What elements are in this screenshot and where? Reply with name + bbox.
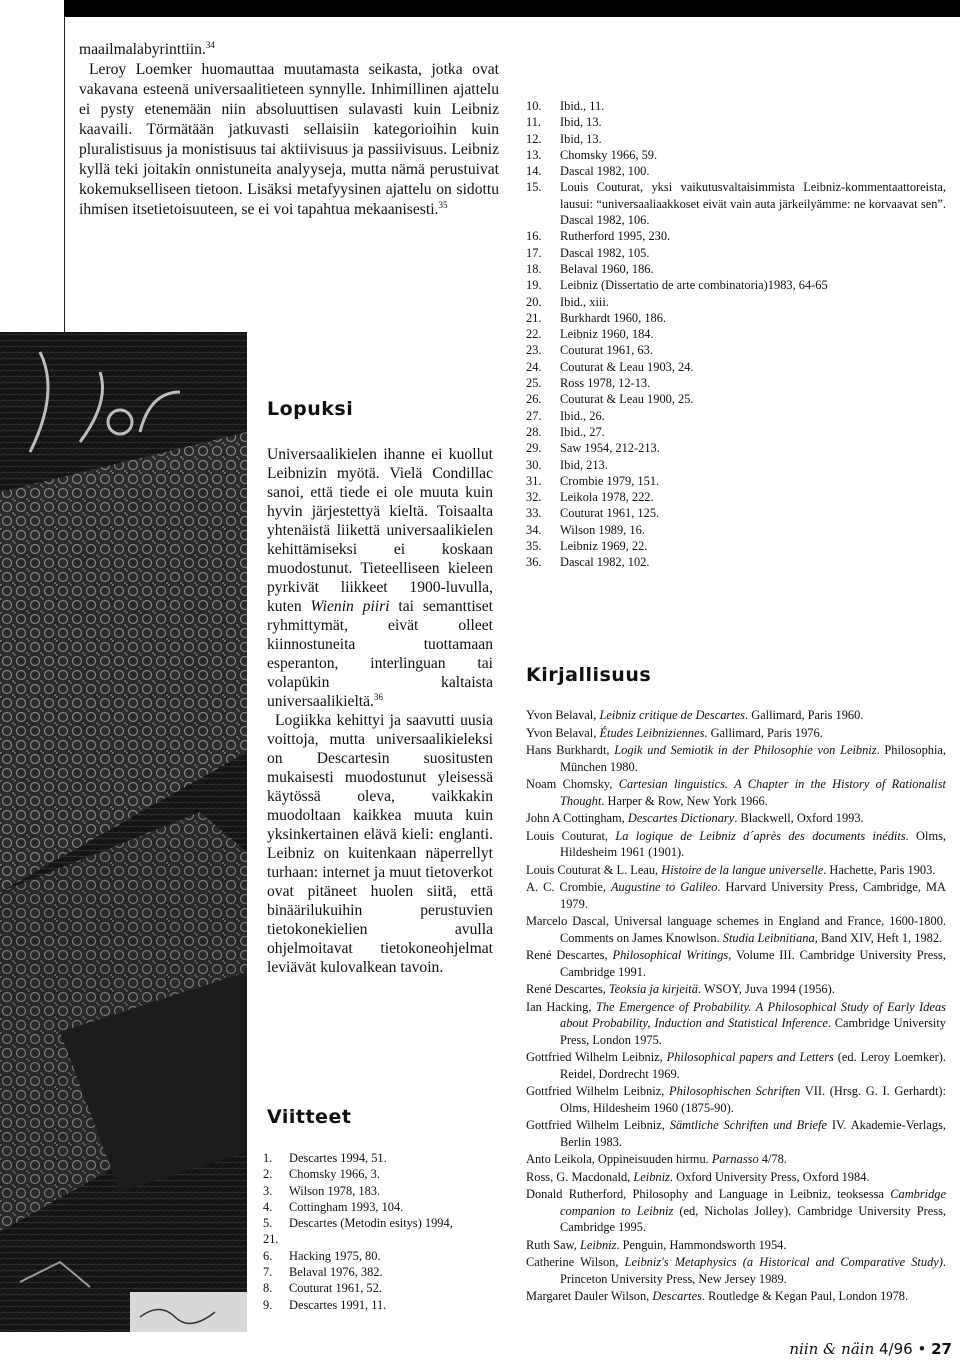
body-text-column (79, 40, 499, 220)
note-number: 23. (526, 343, 542, 358)
note-text: Ibid., xiii. (560, 294, 609, 309)
page-footer (789, 1340, 952, 1358)
note-item (526, 408, 946, 424)
notes-list-continued (526, 98, 946, 571)
note-number: 20. (526, 294, 542, 309)
note-item (526, 245, 946, 261)
section-heading-kirjallisuus: Kirjallisuus (526, 664, 652, 686)
entry-title: Philosophical Writings (612, 948, 729, 962)
note-text: Leibniz (Dissertatio de arte combinatoria)1983, 64-65 (560, 278, 828, 293)
entry-text: Hans Burkhardt, (526, 743, 615, 757)
entry-title: Leibniz (633, 1169, 670, 1184)
entry-title: Philosophischen Schriften (669, 1084, 801, 1098)
bibliography-entry (526, 810, 946, 827)
artwork-illustration (0, 332, 247, 1332)
entry-text: . Princeton University Press, New Jersey 1989. (560, 1255, 946, 1286)
emphasis: Wienin piiri (310, 598, 390, 615)
note-item (263, 1166, 499, 1182)
note-item (526, 473, 946, 489)
note-item (526, 375, 946, 391)
entry-title: Augustine to Galileo (610, 880, 718, 894)
note-item (526, 342, 946, 358)
note-text: Hacking 1975, 80. (289, 1248, 381, 1263)
bibliography-entry (526, 1117, 946, 1150)
note-text: Ibid., 11. (560, 99, 605, 113)
bibliography-entry (526, 1049, 946, 1082)
entry-title: Parnasso (711, 1152, 759, 1166)
note-number: 18. (526, 261, 542, 276)
note-item (526, 457, 946, 473)
note-text: Descartes 1994, 51. (289, 1151, 387, 1165)
note-item (526, 505, 946, 521)
paragraph: Logiikka kehittyi ja saavutti uusia voittoja, mutta universaalikieleksi on Descartesin suositusten mukaisesti muodostunut yleisessä käytössä oleva, vaikkakin muodoltaan kaikkea muuta kuin yksinkertainen elävä kieli: englanti. Leibniz on kuitenkaan näperrellyt turhaan: internet ja muut tietoverkot ovat pitäneet huolen siitä, että binäärilukuihin perustuvien tietokonekielien avulla ohjelmoitavat tietokoneohjelmat leviävät kulovalkean tavoin. (267, 712, 493, 976)
note-number: 21. (263, 1232, 279, 1247)
note-item (263, 1199, 499, 1215)
entry-text: Catherine Wilson, (526, 1255, 625, 1269)
note-item (263, 1297, 499, 1313)
note-text: Chomsky 1966, 3. (289, 1167, 380, 1182)
note-text: Chomsky 1966, 59. (560, 147, 658, 162)
note-text: Dascal 1982, 100. (560, 164, 650, 179)
entry-title: Études Leibniziennes (599, 725, 705, 740)
entry-text: Gottfried Wilhelm Leibniz, (526, 1084, 670, 1098)
entry-text: . Blackwell, Oxford 1993. (734, 811, 864, 825)
note-item (526, 391, 946, 407)
bibliography-entry (526, 1237, 946, 1254)
note-text: Ibid., 27. (560, 424, 605, 439)
entry-text: . Hachette, Paris 1903. (823, 862, 936, 877)
entry-text: (ed. Leroy Loemker). Reidel, Dordrecht 1969. (560, 1050, 946, 1081)
bibliography-entry (526, 1186, 946, 1236)
bibliography-entry (526, 828, 946, 861)
entry-text: John A Cottingham, (526, 811, 628, 825)
note-number: 16. (526, 229, 542, 244)
entry-text: . Gallimard, Paris 1960. (745, 708, 864, 722)
note-number: 14. (526, 164, 542, 179)
entry-text: Louis Couturat, (526, 828, 616, 843)
entry-title: Cartesian linguistics. A Chapter in the History of Rationalist Thought (560, 777, 947, 808)
note-text: Dascal 1982, 105. (560, 245, 650, 260)
entry-text: (ed, Nicholas Jolley). Cambridge University Press, Cambridge 1995. (560, 1203, 946, 1234)
section-heading-viitteet: Viitteet (267, 1106, 352, 1128)
note-item (526, 228, 946, 244)
note-item (526, 147, 946, 163)
frame-line (64, 17, 65, 337)
note-text: Saw 1954, 212-213. (560, 441, 660, 456)
note-item (526, 114, 946, 130)
entry-text: 4/78. (758, 1152, 787, 1166)
note-item (526, 440, 946, 456)
lopuksi-text (267, 445, 493, 977)
note-item (263, 1150, 499, 1166)
note-text: Dascal 1982, 102. (560, 555, 650, 570)
note-number: 22. (526, 327, 542, 342)
entry-text: . Philosophia, München 1980. (560, 743, 947, 774)
note-item (263, 1231, 499, 1247)
entry-text: Donald Rutherford, Philosophy and Language in Leibniz, teoksessa (526, 1187, 891, 1201)
entry-title: Leibniz's Metaphysics (a Historical and Comparative Study) (624, 1255, 943, 1269)
note-number: 27. (526, 408, 542, 423)
note-text: Ibid, 13. (560, 115, 602, 130)
note-item (526, 554, 946, 570)
top-black-bar (64, 0, 960, 17)
note-number: 7. (263, 1265, 273, 1280)
entry-text: Ian Hacking, (526, 999, 596, 1014)
note-text: Belaval 1960, 186. (560, 261, 654, 276)
note-number: 24. (526, 359, 542, 374)
entry-title: Logik und Semiotik in der Philosophie von Leibniz (614, 743, 877, 757)
bibliography-entry (526, 1254, 946, 1287)
entry-text: Marcelo Dascal, Universal language schemes in England and France, 1600-1800. Comments on James Knowlson. (526, 914, 946, 945)
bibliography-list (526, 707, 946, 1306)
note-number: 34. (526, 522, 542, 537)
note-item (263, 1264, 499, 1280)
entry-text: . Routledge & Kegan Paul, London 1978. (701, 1289, 909, 1303)
note-item (526, 179, 946, 228)
bibliography-entry (526, 725, 946, 742)
note-number: 33. (526, 506, 542, 521)
bibliography-entry (526, 1083, 946, 1116)
bibliography-entry (526, 862, 946, 879)
bibliography-entry (526, 742, 946, 775)
note-number: 25. (526, 376, 542, 391)
note-number: 29. (526, 441, 542, 456)
entry-title: Descartes Dictionary (627, 811, 735, 825)
note-item (526, 310, 946, 326)
note-item (526, 131, 946, 147)
entry-text: VII. (Hrsg. G. I. Gerhardt): Olms, Hildesheim 1960 (1875-90). (560, 1084, 946, 1115)
note-item (526, 294, 946, 310)
entry-title: The Emergence of Probability. A Philosophical Study of Early Ideas about Probability, Induction and Statistical Inference (560, 999, 946, 1030)
note-text: Descartes (Metodin esitys) 1994, (289, 1216, 453, 1231)
note-number: 10. (526, 99, 542, 113)
entry-text: René Descartes, (526, 948, 613, 962)
note-text: Leibniz 1969, 22. (560, 539, 648, 554)
note-item (526, 163, 946, 179)
note-number: 35. (526, 539, 542, 554)
entry-title: La logique de Leibniz d´après des documents inédits (615, 828, 906, 843)
entry-text: . Harvard University Press, Cambridge, MA 1979. (560, 880, 946, 911)
entry-text: Gottfried Wilhelm Leibniz, (526, 1118, 670, 1132)
paragraph (79, 40, 499, 60)
entry-title: Philosophical papers and Letters (666, 1050, 834, 1064)
note-number: 19. (526, 278, 542, 293)
bibliography-entry (526, 913, 946, 946)
entry-title: Descartes (652, 1289, 702, 1303)
bibliography-entry (526, 947, 946, 980)
note-text: Rutherford 1995, 230. (560, 229, 671, 244)
note-number: 28. (526, 424, 542, 439)
note-number: 30. (526, 457, 542, 472)
note-number: 11. (526, 115, 542, 130)
note-item (526, 522, 946, 538)
note-text: Cottingham 1993, 104. (289, 1199, 404, 1214)
entry-text: Noam Chomsky, (526, 777, 619, 791)
note-text: Couturat & Leau 1903, 24. (560, 359, 694, 374)
bibliography-entry (526, 776, 946, 809)
footnote-ref: 36 (373, 692, 383, 702)
entry-text: Ross, G. Macdonald, (526, 1169, 634, 1184)
note-text: Leikola 1978, 222. (560, 490, 654, 505)
entry-text: , Volume III. Cambridge University Press, Cambridge 1991. (560, 948, 946, 979)
note-number: 15. (526, 180, 542, 195)
note-text (289, 1231, 499, 1247)
note-number: 17. (526, 245, 542, 260)
bibliography-entry (526, 879, 946, 912)
note-text: Leibniz 1960, 184. (560, 327, 654, 342)
note-text: Couturat 1961, 52. (289, 1281, 382, 1296)
section-heading-lopuksi: Lopuksi (267, 398, 354, 420)
bibliography-entry (526, 707, 946, 724)
entry-text: A. C. Crombie, (526, 880, 611, 894)
page-number: 27 (931, 1340, 952, 1358)
note-text: Louis Couturat, yksi vaikutusvaltaisimmista Leibniz-kommentaattoreista, lausui: “universaaliaakkoset eivät vain auta järkeilyämme: ne korvaavat sen”. Dascal 1982, 106. (560, 180, 946, 228)
note-text: Ibid., 26. (560, 408, 605, 423)
entry-title: Studia Leibnitiana (722, 930, 815, 945)
note-item (526, 277, 946, 293)
entry-text: . Olms, Hildesheim 1961 (1901). (560, 828, 946, 859)
magazine-name: niin & näin (789, 1340, 875, 1358)
note-number: 26. (526, 392, 542, 407)
note-item (526, 98, 946, 114)
note-number: 21. (526, 310, 542, 325)
note-text: Burkhardt 1960, 186. (560, 310, 666, 325)
entry-text: . Oxford University Press, Oxford 1984. (669, 1169, 870, 1184)
entry-title: Leibniz (579, 1237, 617, 1252)
note-text: Wilson 1989, 16. (560, 522, 645, 537)
note-number: 4. (263, 1199, 273, 1214)
footer-bullet: • (917, 1340, 927, 1358)
entry-text: . Harper & Row, New York 1966. (601, 793, 768, 808)
note-number: 2. (263, 1167, 273, 1182)
note-item (526, 326, 946, 342)
bibliography-entry (526, 999, 946, 1049)
issue-number: 4/96 (879, 1340, 913, 1358)
entry-text: . WSOY, Juva 1994 (1956). (697, 982, 835, 996)
note-item (263, 1248, 499, 1264)
entry-text: . Gallimard, Paris 1976. (704, 725, 823, 740)
note-item (526, 489, 946, 505)
entry-text: Louis Couturat & L. Leau, (526, 862, 662, 877)
bibliography-entry (526, 1288, 946, 1305)
note-text: Ross 1978, 12-13. (560, 376, 651, 391)
note-number: 3. (263, 1183, 273, 1198)
note-number: 13. (526, 147, 542, 162)
entry-text: IV. Akademie-Verlags, Berlin 1983. (560, 1118, 946, 1149)
entry-text: , Band XIV, Heft 1, 1982. (814, 930, 943, 945)
paragraph-text: maailmalabyrinttiin. (79, 41, 206, 58)
entry-text: Gottfried Wilhelm Leibniz, (526, 1050, 667, 1064)
note-item (263, 1215, 499, 1231)
bibliography-entry (526, 1169, 946, 1186)
entry-title: Histoire de la langue universelle (661, 862, 824, 877)
note-item (263, 1280, 499, 1296)
note-number: 36. (526, 555, 542, 570)
note-item (526, 261, 946, 277)
entry-text: Anto Leikola, Oppineisuuden hirmu. (526, 1152, 712, 1166)
bibliography-entry (526, 981, 946, 998)
note-text: Descartes 1991, 11. (289, 1297, 387, 1312)
note-number: 32. (526, 490, 542, 505)
note-text: Couturat & Leau 1900, 25. (560, 392, 694, 407)
note-text: Crombie 1979, 151. (560, 473, 660, 488)
footnote-ref: 35 (438, 200, 448, 210)
entry-text: René Descartes, (526, 982, 609, 996)
paragraph-text: Leroy Loemker huomauttaa muutamasta seikasta, jotka ovat vakavana esteenä universaalitieteen synnylle. Inhimillinen ajattelu ei pysty etenemään niin absoluuttisen sulavasti kuin Leibniz kaavaili. Törmätään jatkuvasti sellaisiin kategorioihin kuin pluralistisuus ja monistisuus tai aktiivisuus ja passiivisuus. Leibniz kyllä teki joitakin onnistuneita analyyseja, mutta nämä perustuivat kokemukselliseen tietoon. Lisäksi metafyysinen ajattelu on sidottu ihmisen itsetietoisuuteen, se ei voi tapahtua mekaanisesti. (79, 61, 499, 218)
note-text: Ibid, 213. (560, 457, 608, 472)
note-number: 5. (263, 1216, 273, 1231)
note-number: 31. (526, 473, 542, 488)
entry-text: Yvon Belaval, (526, 725, 600, 740)
note-text: Couturat 1961, 63. (560, 343, 653, 358)
entry-title: Sämtliche Schriften und Briefe (669, 1118, 827, 1132)
entry-title: Leibniz critique de Descartes (599, 708, 746, 722)
note-number: 8. (263, 1281, 273, 1296)
entry-text: Yvon Belaval, (526, 708, 600, 722)
paragraph-text: tai semanttiset ryhmittymät, eivät olleet kiinnostuneita tuottamaan esperanton, interlinguan tai volapükin kaltaista universaalikieltä. (267, 598, 493, 710)
note-item (526, 424, 946, 440)
paragraph-text: Universaalikielen ihanne ei kuollut Leibnizin myötä. Vielä Condillac sanoi, että tiede ei ole muuta kuin hyvin järjestettyä kieltä. Toisaalta yhtenäistä liikettä universaalikielen kehittämiseksi ei koskaan muodostunut. Tieteelliseen kieleen pyrkivät liikkeet 1900-luvulla, kuten (267, 446, 493, 615)
note-number: 6. (263, 1248, 273, 1263)
footnote-ref: 34 (205, 40, 215, 50)
entry-text: Ruth Saw, (526, 1237, 580, 1252)
entry-text: . Penguin, Hammondsworth 1954. (616, 1237, 787, 1252)
note-text: Ibid, 13. (560, 131, 602, 146)
entry-title: Teoksia ja kirjeitä (608, 982, 698, 996)
note-number: 1. (263, 1151, 273, 1165)
note-number: 9. (263, 1297, 273, 1312)
entry-title: Cambridge companion to Leibniz (560, 1187, 946, 1218)
paragraph (79, 60, 499, 220)
note-text: Wilson 1978, 183. (289, 1183, 381, 1198)
note-number: 12. (526, 131, 542, 146)
note-text: Couturat 1961, 125. (560, 506, 660, 521)
note-item (263, 1183, 499, 1199)
entry-text: . Cambridge University Press, London 1975. (560, 1016, 946, 1047)
notes-list (263, 1150, 499, 1313)
note-item (526, 359, 946, 375)
note-item (526, 538, 946, 554)
entry-text: Margaret Dauler Wilson, (526, 1289, 653, 1303)
paragraph (267, 445, 493, 711)
bibliography-entry (526, 1151, 946, 1168)
note-text: Belaval 1976, 382. (289, 1265, 383, 1280)
